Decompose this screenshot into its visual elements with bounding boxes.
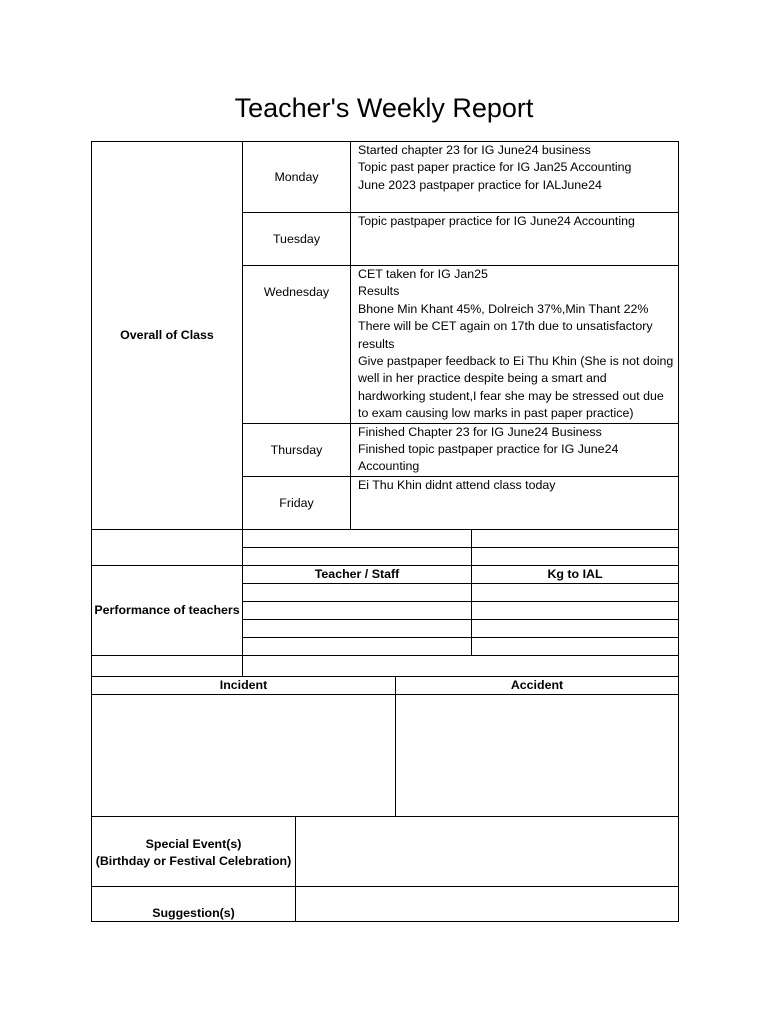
blank-cell[interactable] [243,547,472,565]
special-event-title: Special Event(s) [145,837,242,852]
performance-cell[interactable] [243,601,472,619]
day-notes-thursday[interactable] [351,423,679,476]
performance-cell[interactable] [472,637,679,655]
day-row-monday [92,142,679,213]
day-notes-wednesday[interactable] [351,266,679,424]
note-line: Finished Chapter 23 for IG June24 Business [358,424,602,439]
accident-field[interactable] [396,694,679,816]
overall-of-class-label: Overall of Class [92,142,243,530]
blank-cell[interactable] [92,529,243,565]
day-label-friday: Friday [243,476,351,529]
blank-cell[interactable] [472,529,679,547]
blank-cell[interactable] [92,655,243,676]
incident-header-row [92,676,679,694]
day-label-wednesday: Wednesday [243,266,351,424]
blank-row [92,529,679,547]
report-title: Teacher's Weekly Report [234,93,534,123]
special-event-subtitle: (Birthday or Festival Celebration) [95,854,292,869]
incident-header: Incident [92,676,396,694]
day-label-monday: Monday [243,142,351,213]
incident-body-row [92,694,679,816]
day-label-thursday: Thursday [243,423,351,476]
performance-of-teachers-label: Performance of teachers [92,565,243,655]
special-event-field[interactable] [296,816,679,886]
note-line: CET taken for IG Jan25 [358,267,488,281]
suggestion-row [92,886,679,921]
day-notes-tuesday[interactable] [351,213,679,266]
note-line: There will be CET again on 17th due to unsatisfactory results [358,319,653,351]
performance-cell[interactable] [243,583,472,601]
performance-header-row [92,565,679,583]
suggestion-label: Suggestion(s) [92,886,296,921]
day-notes-friday[interactable] [351,476,679,529]
note-line: Bhone Min Khant 45%, Dolreich 37%,Min Thant 22% [358,301,649,316]
suggestion-field[interactable] [296,886,679,921]
note-line: Started chapter 23 for IG June24 business [358,143,591,157]
accident-header: Accident [396,676,679,694]
note-line: Topic pastpaper practice for IG June24 Accounting [358,214,635,228]
special-event-label [92,816,296,886]
performance-cell[interactable] [243,619,472,637]
note-line: Results [358,284,400,299]
blank-cell[interactable] [243,655,679,676]
special-event-row [92,816,679,886]
blank-cell[interactable] [243,529,472,547]
report-form [91,141,678,918]
performance-cell[interactable] [472,619,679,637]
day-notes-monday[interactable] [351,142,679,213]
performance-cell[interactable] [472,601,679,619]
note-line: Finished topic pastpaper practice for IG June24 Accounting [358,442,619,474]
blank-row [92,655,679,676]
performance-cell[interactable] [243,637,472,655]
note-line: June 2023 pastpaper practice for IALJune24 [358,177,602,192]
performance-cell[interactable] [472,583,679,601]
note-line: Topic past paper practice for IG Jan25 Accounting [358,160,632,175]
blank-cell[interactable] [472,547,679,565]
note-line: Give pastpaper feedback to Ei Thu Khin (She is not doing well in her practice despite being a smart and hardworking student,I fear she may be stressed out due to exam causing low marks in past paper practice) [358,354,674,421]
overall-performance-table [91,141,679,677]
special-suggestion-table [91,816,679,922]
incident-accident-table [91,676,679,817]
note-line: Ei Thu Khin didnt attend class today [358,477,556,492]
incident-field[interactable] [92,694,396,816]
kg-to-ial-header: Kg to IAL [472,565,679,583]
teacher-staff-header: Teacher / Staff [243,565,472,583]
day-label-tuesday: Tuesday [243,213,351,266]
